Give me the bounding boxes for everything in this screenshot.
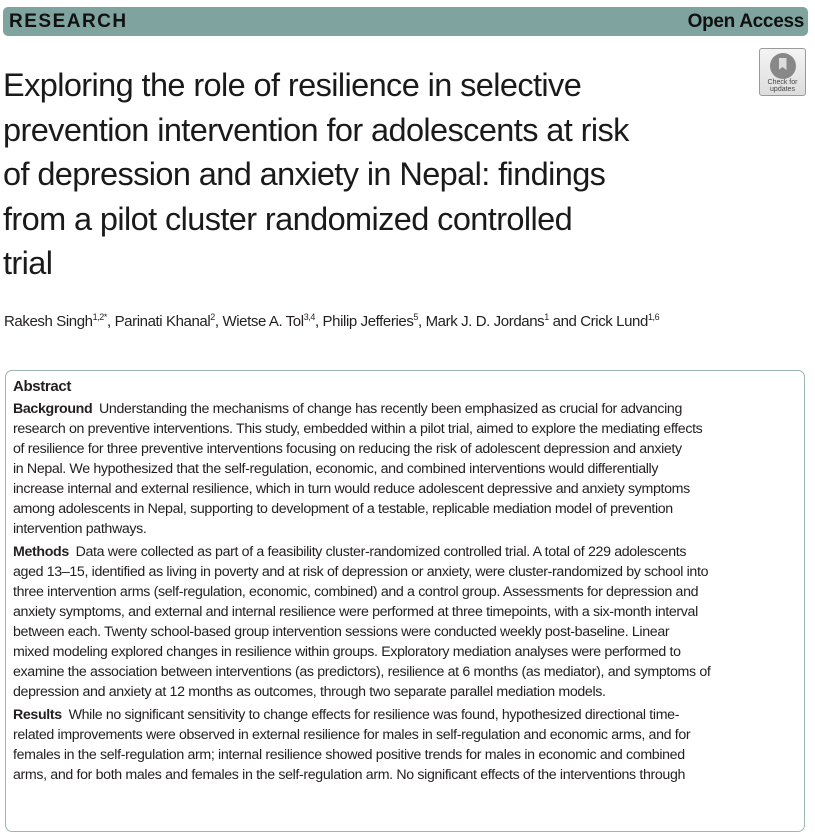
title-line: from a pilot cluster randomized controlled (3, 200, 573, 237)
author-name[interactable]: Philip Jefferies (322, 313, 414, 330)
section-label: Results (13, 707, 62, 723)
abstract-line (13, 542, 711, 562)
author-affiliation: 1 (544, 312, 549, 322)
abstract-text: Data were collected as part of a feasibility cluster-randomized controlled trial. A total of 229 adolescents (75, 544, 687, 560)
author-separator: , (107, 313, 115, 330)
abstract-line (13, 662, 711, 682)
abstract-text: females in the self-regulation arm; internal resilience showed positive trends for males in economic and combined (13, 747, 685, 763)
abstract-text: Understanding the mechanisms of change has recently been emphasized as crucial for advancing (99, 401, 682, 417)
check-for-updates-button[interactable] (759, 48, 806, 96)
article-type-label: RESEARCH (9, 11, 128, 32)
abstract-line (13, 459, 711, 479)
author-separator: , (418, 313, 426, 330)
abstract-text: intervention pathways. (13, 521, 147, 537)
abstract-text: three intervention arms (self-regulation, economic, combined) and a control group. Assessments for depression and (13, 584, 699, 600)
author-name[interactable]: Rakesh Singh (4, 313, 93, 330)
title-line: prevention intervention for adolescents at risk (3, 111, 629, 148)
abstract-line (13, 705, 711, 725)
abstract-text: related improvements were observed in external resilience for males in self-regulation and economic arms, and for (13, 727, 691, 743)
article-type-banner (3, 7, 808, 36)
abstract-line (13, 765, 711, 785)
abstract-line (13, 399, 711, 419)
author-affiliation: 1,2* (92, 312, 108, 322)
author-affiliation: 2 (210, 312, 215, 322)
title-line: trial (3, 245, 53, 281)
author-affiliation: 1,6 (647, 312, 660, 322)
abstract-text: mixed modeling explored changes in resilience within groups. Exploratory mediation analyses were performed to (13, 644, 681, 660)
abstract-line (13, 419, 711, 439)
badge-text: updates (770, 86, 795, 93)
abstract-text: of resilience for three preventive interventions focusing on reducing the risk of adolescent depression and anxiety (13, 441, 682, 457)
author-name[interactable]: Parinati Khanal (114, 313, 211, 330)
author-name[interactable]: Crick Lund (580, 313, 648, 330)
abstract-line (13, 479, 711, 499)
abstract-text: among adolescents in Nepal, supporting to development of a testable, replicable mediation model of prevention (13, 501, 673, 517)
section-label: Background (13, 401, 93, 417)
open-access-label: Open Access (687, 11, 804, 32)
author-separator: and (548, 313, 581, 330)
abstract (13, 377, 711, 788)
author-name[interactable]: Mark J. D. Jordans (425, 313, 545, 330)
author-affiliation: 5 (413, 312, 419, 322)
abstract-line (13, 682, 711, 702)
author-name[interactable]: Wietse A. Tol (222, 313, 304, 330)
author-list (4, 312, 659, 330)
abstract-line (13, 642, 711, 662)
abstract-line (13, 519, 711, 539)
abstract-line (13, 499, 711, 519)
abstract-text: aged 13–15, identified as living in poverty and at risk of depression or anxiety, were cluster-randomized by school into (13, 564, 709, 580)
article-title (3, 63, 629, 286)
abstract-section-methods (13, 542, 711, 702)
abstract-text: in Nepal. We hypothesized that the self-regulation, economic, and combined interventions would differentially (13, 461, 659, 477)
badge-text: Check for (767, 79, 798, 86)
abstract-text: between each. Twenty school-based group intervention sessions were conducted weekly post-baseline. Linear (13, 624, 670, 640)
abstract-line (13, 582, 711, 602)
abstract-line (13, 622, 711, 642)
abstract-line (13, 562, 711, 582)
abstract-line (13, 745, 711, 765)
abstract-text: While no significant sensitivity to change effects for resilience was found, hypothesized directional time- (68, 707, 680, 723)
abstract-section-results (13, 705, 711, 785)
title-line: of depression and anxiety in Nepal: findings (3, 156, 606, 192)
author-affiliation: 3,4 (303, 312, 315, 322)
author-separator: , (315, 313, 323, 330)
abstract-text: anxiety symptoms, and external and internal resilience were performed at three timepoints, with a six-month interval (13, 604, 698, 620)
abstract-text: examine the association between interventions (as predictors), resilience at 6 months (as mediator), and symptoms of (13, 664, 711, 680)
abstract-heading: Abstract (13, 378, 72, 395)
abstract-text: increase internal and external resilience, which in turn would reduce adolescent depressive and anxiety symptoms (13, 481, 690, 497)
author-separator: , (214, 313, 223, 330)
abstract-line (13, 725, 711, 745)
abstract-line (13, 602, 711, 622)
abstract-line (13, 439, 711, 459)
abstract-text: arms, and for both males and females in the self-regulation arm. No significant effects of the interventions through (13, 767, 686, 783)
bookmark-icon (770, 53, 796, 79)
abstract-section-background (13, 399, 711, 539)
section-label: Methods (13, 544, 69, 560)
abstract-text: depression and anxiety at 12 months as outcomes, through two separate parallel mediation models. (13, 684, 606, 700)
abstract-text: research on preventive interventions. This study, embedded within a pilot trial, aimed to explore the mediating effects (13, 421, 703, 437)
title-line: Exploring the role of resilience in selective (3, 67, 582, 103)
